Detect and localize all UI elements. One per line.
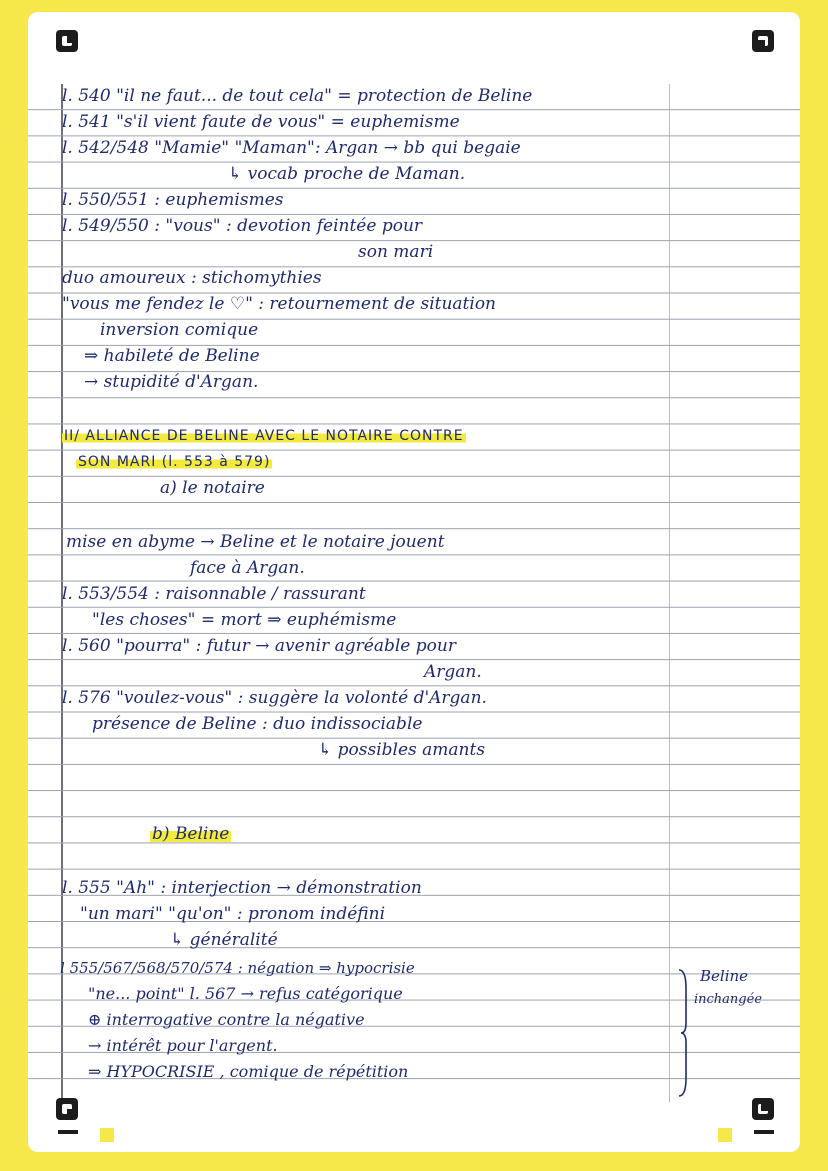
section-heading: II/ ALLIANCE DE BELINE AVEC LE NOTAIRE CONTRE: [64, 428, 464, 444]
note-line: → stupidité d'Argan.: [84, 372, 259, 392]
note-line: inversion comique: [100, 320, 259, 340]
note-line: présence de Beline : duo indissociable: [92, 714, 423, 734]
curly-brace-mark: [678, 968, 688, 1098]
note-line: son mari: [358, 242, 434, 262]
note-line: ↳ possibles amants: [318, 740, 486, 760]
note-line: l. 549/550 : "vous" : devotion feintée pour: [62, 216, 423, 236]
scan-marker-icon: [752, 30, 774, 52]
note-line: duo amoureux : stichomythies: [62, 268, 322, 288]
note-line: l. 555 "Ah" : interjection → démonstration: [62, 878, 422, 898]
note-line: "ne... point" l. 567 → refus catégorique: [88, 984, 403, 1003]
margin-note: inchangée: [694, 992, 763, 1007]
scan-marker-icon: [752, 1098, 774, 1120]
subheading: b) Beline: [152, 824, 230, 844]
subheading: a) le notaire: [160, 478, 265, 498]
note-line: Argan.: [424, 662, 482, 682]
note-line: ↳ généralité: [170, 930, 278, 950]
note-line: mise en abyme → Beline et le notaire jouent: [66, 532, 445, 552]
note-line: l. 553/554 : raisonnable / rassurant: [62, 584, 366, 604]
section-heading: SON MARI (l. 553 à 579): [78, 454, 271, 470]
scan-mark: [754, 1130, 774, 1134]
scan-mark: [58, 1130, 78, 1134]
margin-note: Beline: [700, 967, 749, 985]
note-line: face à Argan.: [190, 558, 305, 578]
note-line: "les choses" = mort ⇒ euphémisme: [92, 610, 397, 630]
yellow-square-mark: [100, 1128, 114, 1142]
note-line: l. 550/551 : euphemismes: [62, 190, 284, 210]
note-line: → intérêt pour l'argent.: [88, 1036, 278, 1055]
note-line: ↳ vocab proche de Maman.: [228, 164, 466, 184]
note-line: l. 560 "pourra" : futur → avenir agréable pour: [62, 636, 456, 656]
note-line: ⊕ interrogative contre la négative: [88, 1010, 365, 1029]
scan-marker-icon: [56, 30, 78, 52]
note-line: l. 540 "il ne faut... de tout cela" = protection de Beline: [62, 86, 533, 106]
note-line: "vous me fendez le ♡" : retournement de situation: [62, 294, 496, 314]
note-line: "un mari" "qu'on" : pronom indéfini: [80, 904, 386, 924]
note-line: l. 541 "s'il vient faute de vous" = euphemisme: [62, 112, 460, 132]
note-line: l. 576 "voulez-vous" : suggère la volonté d'Argan.: [62, 688, 487, 708]
note-line: ⇒ HYPOCRISIE , comique de répétition: [88, 1062, 409, 1081]
note-line: l. 542/548 "Mamie" "Maman": Argan → bb qui begaie: [62, 138, 521, 158]
scan-marker-icon: [56, 1098, 78, 1120]
note-line: l 555/567/568/570/574 : négation ⇒ hypocrisie: [60, 959, 415, 977]
note-line: ⇒ habileté de Beline: [84, 346, 260, 366]
yellow-square-mark: [718, 1128, 732, 1142]
